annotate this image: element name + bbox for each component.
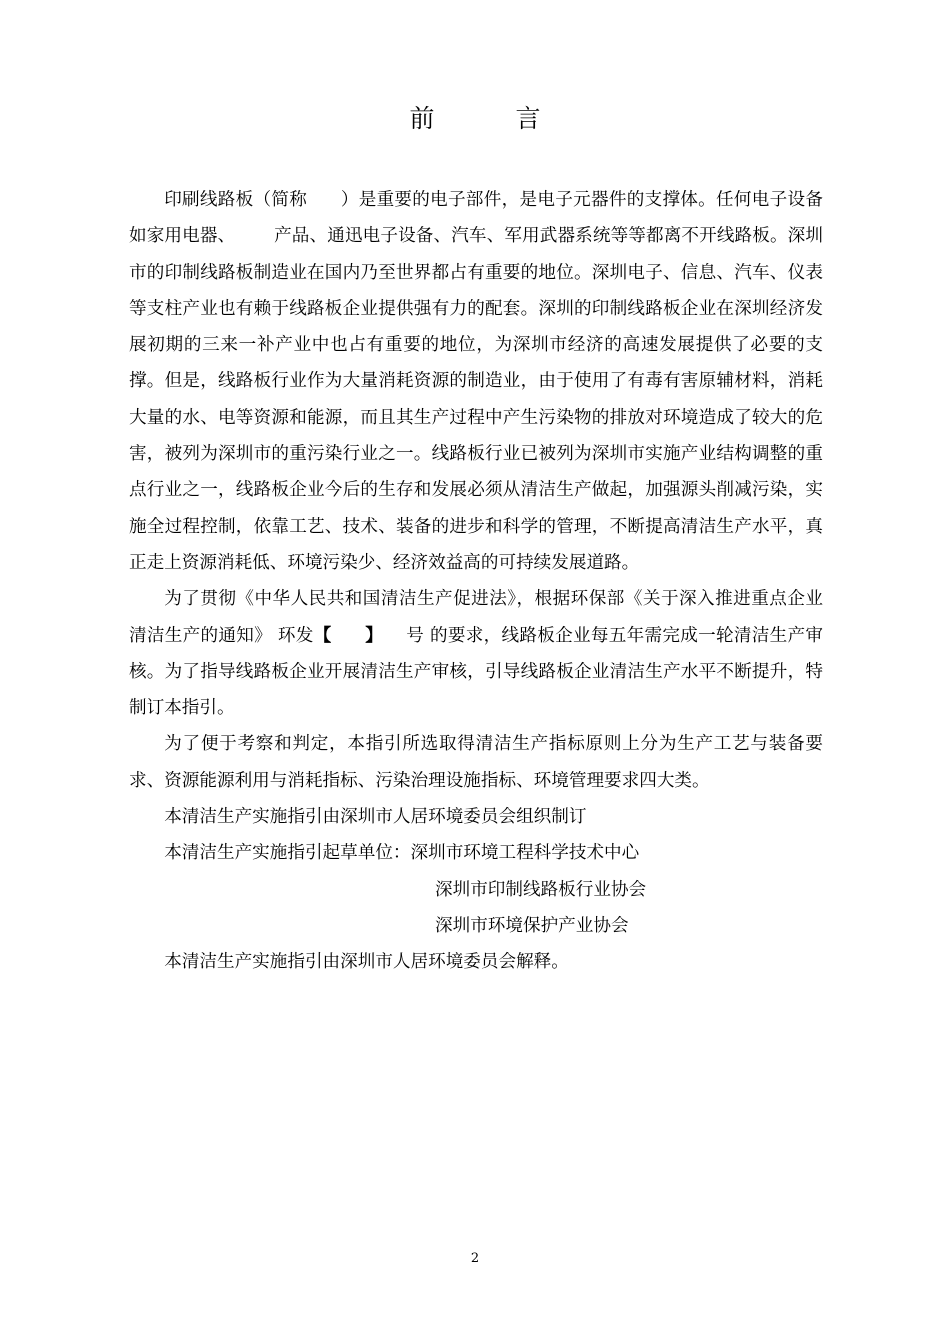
interpretation-line: 本清洁生产实施指引由深圳市人居环境委员会解释。 xyxy=(164,952,569,973)
page-title: 前 言 xyxy=(409,104,569,133)
paragraph-regulation xyxy=(129,581,823,726)
regulation-text-a: 为了贯彻《中华人民共和国清洁生产促进法》，根据环保部《关于深入推进重点企业清洁生产的通知》 环发 xyxy=(129,589,823,646)
paragraph-indicators: 为了便于考察和判定，本指引所选取得清洁生产指标原则上分为生产工艺与装备要求、资源能源利用与消耗指标、污染治理设施指标、环境管理要求四大类。 xyxy=(129,734,823,791)
document-body xyxy=(129,182,823,981)
drafting-units-label: 本清洁生产实施指引起草单位： xyxy=(164,843,411,864)
intro-text-b: ）是重要的电子部件，是电子元器件的支撑体。任何电子设备如家用电器、 xyxy=(129,190,823,247)
bracket-close: 】 xyxy=(364,624,384,646)
intro-text-c: 产品、通迅电子设备、汽车、军用武器系统等等都离不开线路板。深圳市的印制线路板制造业在国内乃至世界都占有重要的地位。深圳电子、信息、汽车、仪表等支柱产业也有赖于线路板企业提供强有力的配套。深圳的印制线路板企业在深圳经济发展初期的三来一补产业中也占有重要的地位，为深圳市经济的高速发展提供了必要的支撑。但是，线路板行业作为大量消耗资源的制造业，由于使用了有毒有害原辅材料，消耗大量的水、电等资源和能源，而且其生产过程中产生污染物的排放对环境造成了较大的危害，被列为深圳市的重污染行业之一。线路板行业已被列为深圳市实施产业结构调整的重点行业之一，线路板企业今后的生存和发展必须从清洁生产做起，加强源头削减污染，实施全过程控制，依靠工艺、技术、装备的进步和科学的管理，不断提高清洁生产水平，真正走上资源消耗低、环境污染少、经济效益高的可持续发展道路。 xyxy=(129,226,823,573)
drafting-units-line xyxy=(129,835,823,871)
organizer-line: 本清洁生产实施指引由深圳市人居环境委员会组织制订 xyxy=(164,807,587,828)
bracket-open: 【 xyxy=(313,624,332,646)
intro-text-a: 印刷线路板（简称 xyxy=(164,190,308,210)
regulation-text-b: 号 的要求，线路板企业每五年需完成一轮清洁生产审核。为了指导线路板企业开展清洁生产审核，引导线路板企业清洁生产水平不断提升，特制订本指引。 xyxy=(129,625,823,719)
paragraph-intro xyxy=(129,182,823,581)
drafting-unit-2: 深圳市印制线路板行业协会 xyxy=(435,879,647,900)
drafting-unit-1: 深圳市环境工程科学技术中心 xyxy=(410,843,640,864)
drafting-unit-3: 深圳市环境保护产业协会 xyxy=(435,915,629,936)
page-number: 2 xyxy=(470,1251,480,1266)
